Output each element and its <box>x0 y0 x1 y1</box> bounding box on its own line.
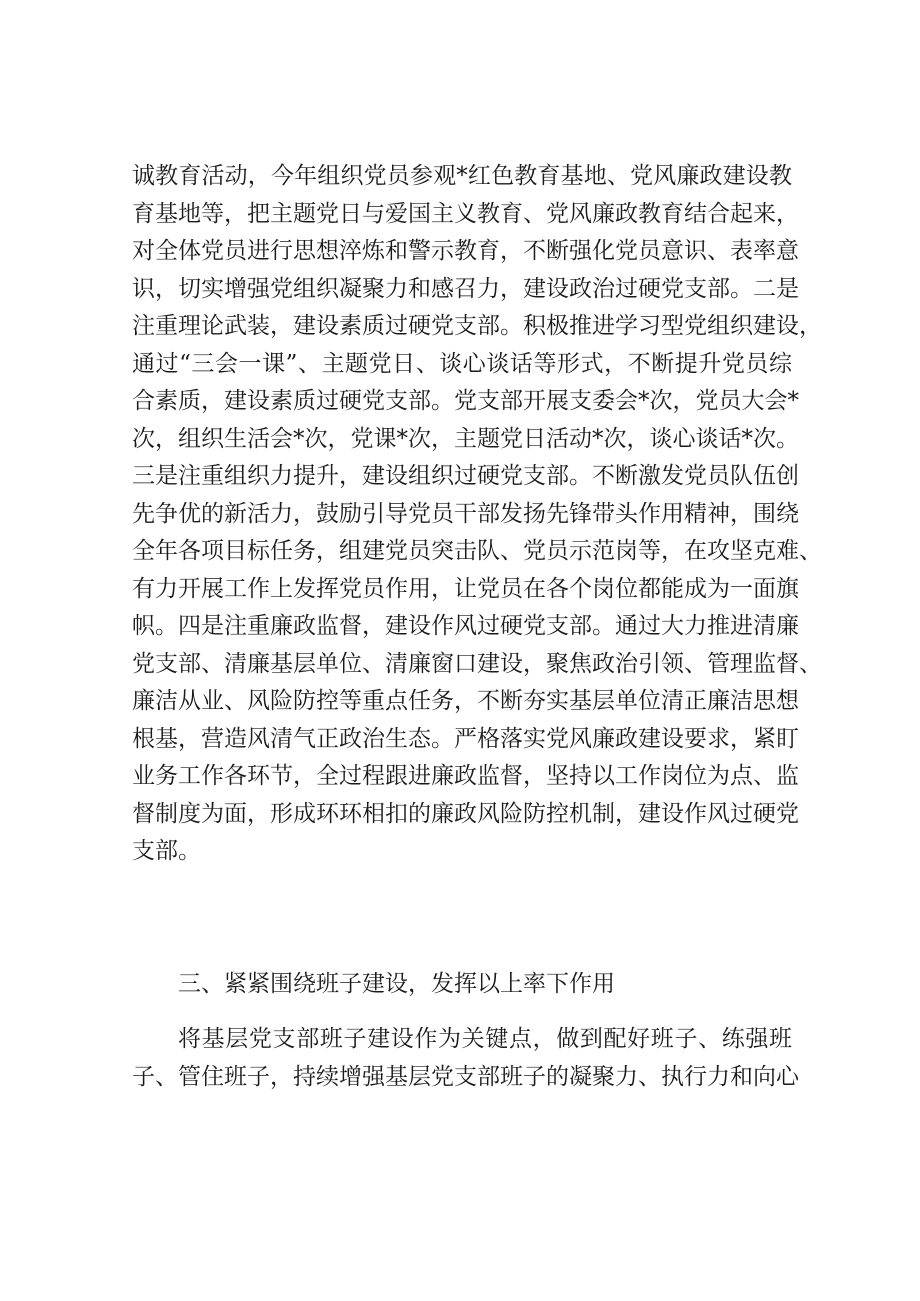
section-heading-3: 三、紧紧围绕班子建设，发挥以上率下作用 <box>178 971 615 997</box>
paragraph-line: 根基，营造风清气正政治生态。严格落实党风廉政建设要求，紧盯 <box>132 725 799 752</box>
paragraph-line: 党支部、清廉基层单位、清廉窗口建设，聚焦政治引领、管理监督、 <box>132 650 822 677</box>
paragraph-line: 业务工作各环节，全过程跟进廉政监督，坚持以工作岗位为点、监 <box>132 763 799 789</box>
paragraph-line: 注重理论武装，建设素质过硬党支部。积极推进学习型党组织建设， <box>132 313 822 339</box>
body-paragraph-1 <box>132 158 822 871</box>
paragraph-line: 先争优的新活力，鼓励引导党员干部发扬先锋带头作用精神，围绕 <box>132 500 799 527</box>
body-paragraph-2 <box>132 1021 799 1096</box>
paragraph-line: 诚教育活动，今年组织党员参观*红色教育基地、党风廉政建设教 <box>132 163 792 189</box>
paragraph-line: 帜。四是注重廉政监督，建设作风过硬党支部。通过大力推进清廉 <box>132 613 799 639</box>
paragraph-line: 有力开展工作上发挥党员作用，让党员在各个岗位都能成为一面旗 <box>132 575 799 602</box>
paragraph-line: 支部。 <box>132 838 201 864</box>
paragraph-line: 全年各项目标任务，组建党员突击队、党员示范岗等，在攻坚克难、 <box>132 538 822 564</box>
paragraph-line: 对全体党员进行思想淬炼和警示教育，不断强化党员意识、表率意 <box>132 238 799 264</box>
paragraph-line: 次，组织生活会*次，党课*次，主题党日活动*次，谈心谈话*次。 <box>132 425 799 452</box>
paragraph-line: 育基地等，把主题党日与爱国主义教育、党风廉政教育结合起来， <box>132 200 799 227</box>
paragraph-line: 三是注重组织力提升，建设组织过硬党支部。不断激发党员队伍创 <box>132 463 799 489</box>
paragraph-line: 识，切实增强党组织凝聚力和感召力，建设政治过硬党支部。二是 <box>132 275 799 302</box>
paragraph-line: 廉洁从业、风险防控等重点任务，不断夯实基层单位清正廉洁思想 <box>132 688 799 714</box>
paragraph-line: 合素质，建设素质过硬党支部。党支部开展支委会*次，党员大会* <box>132 388 799 414</box>
paragraph-line: 将基层党支部班子建设作为关键点，做到配好班子、练强班 <box>178 1026 792 1052</box>
paragraph-line: 子、管住班子，持续增强基层党支部班子的凝聚力、执行力和向心 <box>132 1063 799 1090</box>
paragraph-line: 通过“三会一课”、主题党日、谈心谈话等形式，不断提升党员综 <box>132 350 792 377</box>
paragraph-line: 督制度为面，形成环环相扣的廉政风险防控机制，建设作风过硬党 <box>132 800 799 827</box>
